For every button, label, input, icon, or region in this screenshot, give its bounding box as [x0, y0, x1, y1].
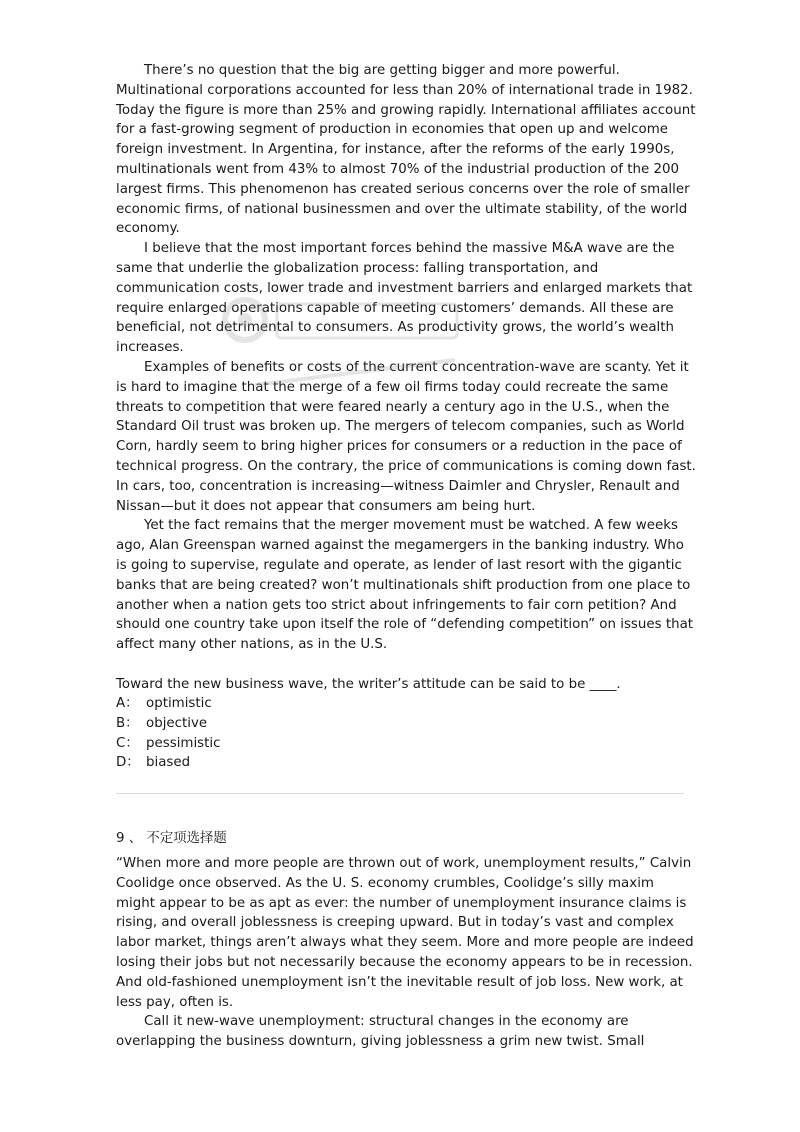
option-a-text: optimistic [146, 696, 212, 711]
question-stem: Toward the new business wave, the writer’s attitude can be said to be ____. [116, 677, 621, 692]
passage-1-paragraph-3: Examples of benefits or costs of the current concentration-wave are scanty. Yet it is hard to imagine that the merge of a few oil firms today could recreate the same threats to competition that were feared nearly a century ago in the U.S., when the Standard Oil trust was broken up. The mergers of telecom companies, such as World Corn, hardly seem to bring higher prices for consumers or a reduction in the pace of technical progress. On the contrary, the price of communications is coming down fast. In cars, too, concentration is increasing—witness Daimler and Chrysler, Renault and Nissan—but it does not appear that consumers am being hurt. [116, 359, 696, 514]
passage-1-paragraph-2: I believe that the most important forces behind the massive M&A wave are the same that underlie the globalization process: falling transportation, and communication costs, lower trade and investment barriers and enlarged markets that require enlarged operations capable of meeting customers’ demands. All these are beneficial, not detrimental to consumers. As productivity grows, the world’s wealth increases. [116, 241, 693, 356]
answer-options [116, 694, 221, 773]
passage-1-paragraph-1: There’s no question that the big are getting bigger and more powerful. Multinational corporations accounted for less than 20% of international trade in 1982. Today the figure is more than 25% and growing rapidly. International affiliates account for a fast-growing segment of production in economies that open up and welcome foreign investment. In Argentina, for instance, after the reforms of the early 1990s, multinationals went from 43% to almost 70% of the industrial production of the 200 largest firms. This phenomenon has created serious concerns over the role of smaller economic firms, of national businessmen and over the ultimate stability, of the world economy. [116, 63, 696, 237]
option-b-letter: B： [116, 715, 139, 731]
passage-2 [116, 854, 696, 1052]
option-d-text: biased [146, 755, 191, 771]
option-d-letter: D： [116, 755, 140, 771]
option-d[interactable] [116, 753, 221, 773]
section-9-heading: 9 、 不定项选择题 [116, 831, 227, 846]
passage-1 [116, 61, 696, 655]
option-c-text: pessimistic [146, 735, 221, 751]
option-a-letter: A： [116, 696, 139, 711]
option-b-text: objective [146, 715, 208, 731]
option-a[interactable] [116, 694, 221, 714]
option-b[interactable] [116, 714, 221, 734]
passage-2-paragraph-2: Call it new-wave unemployment: structural changes in the economy are overlapping the business downturn, giving joblessness a grim new twist. Small [116, 1014, 645, 1050]
option-c-letter: C： [116, 735, 139, 751]
passage-1-paragraph-4: Yet the fact remains that the merger movement must be watched. A few weeks ago, Alan Greenspan warned against the megamergers in the banking industry. Who is going to supervise, regulate and operate, as lender of last resort with the gigantic banks that are being created? won’t multinationals shift production from one place to another when a nation gets too strict about infringements to fair corn petition? And should one country take upon itself the role of “defending competition” on issues that affect many other nations, as in the U.S. [116, 518, 694, 653]
passage-2-paragraph-1: “When more and more people are thrown out of work, unemployment results,” Calvin Coolidge once observed. As the U. S. economy crumbles, Coolidge’s silly maxim might appear to be as apt as ever: the number of unemployment insurance claims is rising, and overall joblessness is creeping upward. But in today’s vast and complex labor market, things aren’t always what they seem. More and more people are indeed losing their jobs but not necessarily because the economy appears to be in recession. And old-fashioned unemployment isn’t the inevitable result of job loss. New work, at less pay, often is. [116, 856, 694, 1010]
option-c[interactable] [116, 734, 221, 754]
section-divider [116, 793, 684, 794]
